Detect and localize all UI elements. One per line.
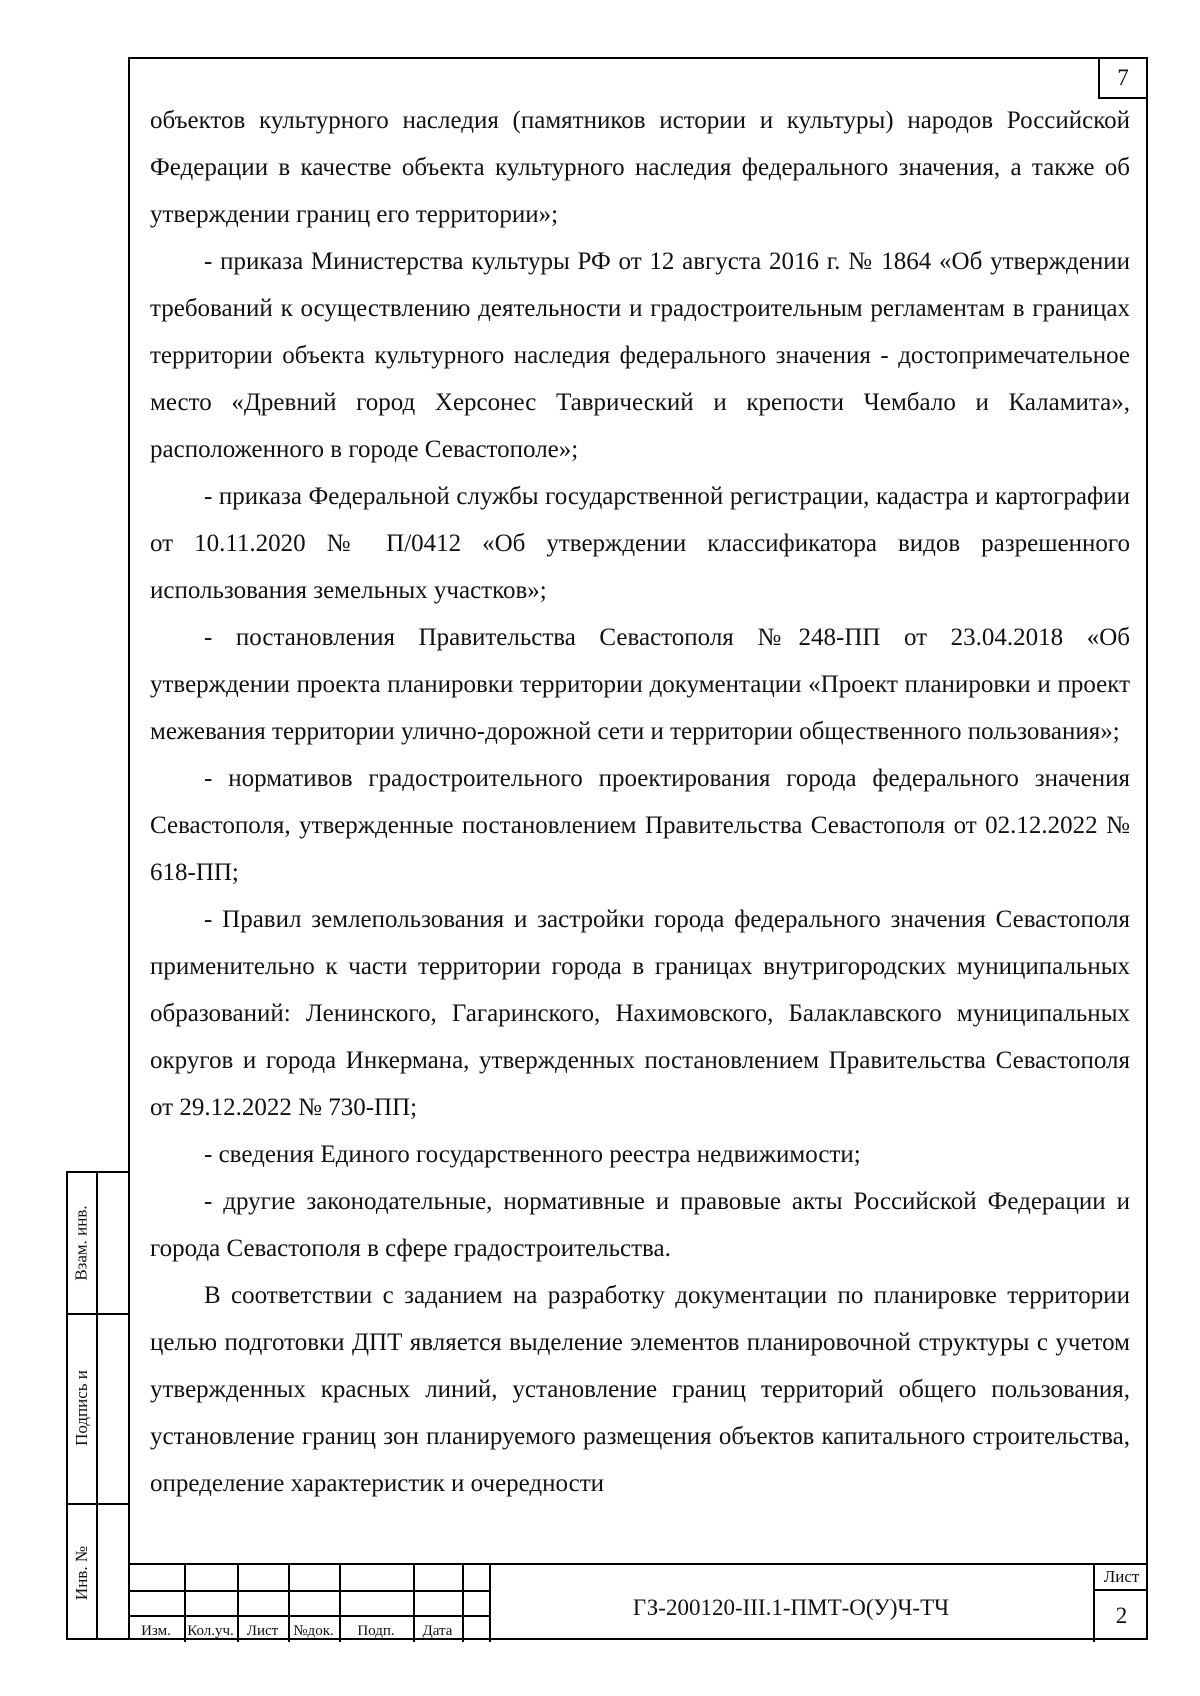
replace-inv-text: Взам. инв. [72,1205,91,1281]
document-body [150,97,1130,1507]
signature-label [68,1313,96,1503]
top-page-number: 7 [1098,57,1148,99]
title-block [128,1563,1148,1640]
sheet-box [1093,1565,1148,1642]
paragraph: В соответствии с заданием на разработку документации по планировке территории целью подготовки ДПТ является выделение элементов планировочной структуры с учетом утвержденных красных линий, установление границ территорий общего пользования, установление границ зон планируемого размещения объектов капитального строительства, определение характеристик и очередности [150,1282,1130,1497]
col-data: Дата [422,1623,453,1639]
paragraph: - нормативов градостроительного проектирования города федерального значения Севастополя, утвержденные постановлением Правительства Севастополя от 02.12.2022 № 618-ПП; [150,765,1130,886]
col-list: Лист [246,1623,279,1639]
paragraph: - Правил землепользования и застройки города федерального значения Севастополя применительно к части территории города в границах внутригородских муниципальных образований: Ленинского, Гагаринского, Нахимовского, Балаклавского муниципальных округов и города Инкермана, утвержденных постановлением Правительства Севастополя от 29.12.2022 № 730-ПП; [150,906,1130,1121]
signature-text: Подпись и [72,1370,91,1446]
paragraph: - приказа Министерства культуры РФ от 12 августа 2016 г. № 1864 «Об утверждении требований к осуществлению деятельности и градостроительным регламентам в границах территории объекта культурного наследия федерального значения - достопримечательное место «Древний город Херсонес Таврический и крепости Чембало и Каламита», расположенного в городе Севастополе»; [150,248,1130,463]
paragraph: - постановления Правительства Севастополя №248-ПП от 23.04.2018 «Об утверждении проекта планировки территории документации «Проект планировки и проект межевания территории улично-дорожной сети и территории общественного пользования»; [150,624,1130,745]
binding-strip [66,1171,128,1640]
paragraph: - другие законодательные, нормативные и правовые акты Российской Федерации и города Севастополя в сфере градостроительства. [150,1188,1130,1262]
paragraph: - сведения Единого государственного реестра недвижимости; [204,1141,861,1168]
revision-table [128,1565,489,1642]
replace-inv-label [68,1173,96,1313]
sheet-label: Лист [1095,1565,1148,1591]
paragraph: объектов культурного наследия (памятников истории и культуры) народов Российской Федерации в качестве объекта культурного наследия федерального значения, а также об утверждении границ его территории»; [150,107,1130,228]
strip-divider [96,1173,98,1638]
col-ndok: №док. [293,1623,334,1639]
inv-number-label [68,1503,96,1642]
sheet-number: 2 [1115,1603,1128,1628]
page-frame [128,57,1148,1640]
inv-number-text: Инв. № [72,1545,91,1600]
col-podp: Подп. [357,1623,395,1639]
paragraph: - приказа Федеральной службы государственной регистрации, кадастра и картографии от 10.11.2020 № П/0412 «Об утверждении классификатора видов разрешенного использования земельных участков»; [150,483,1130,604]
col-koluch: Кол.уч. [187,1623,234,1639]
col-izm: Изм. [141,1623,171,1639]
document-code: ГЗ-200120-III.1-ПМТ-О(У)Ч-ТЧ [632,1594,950,1620]
